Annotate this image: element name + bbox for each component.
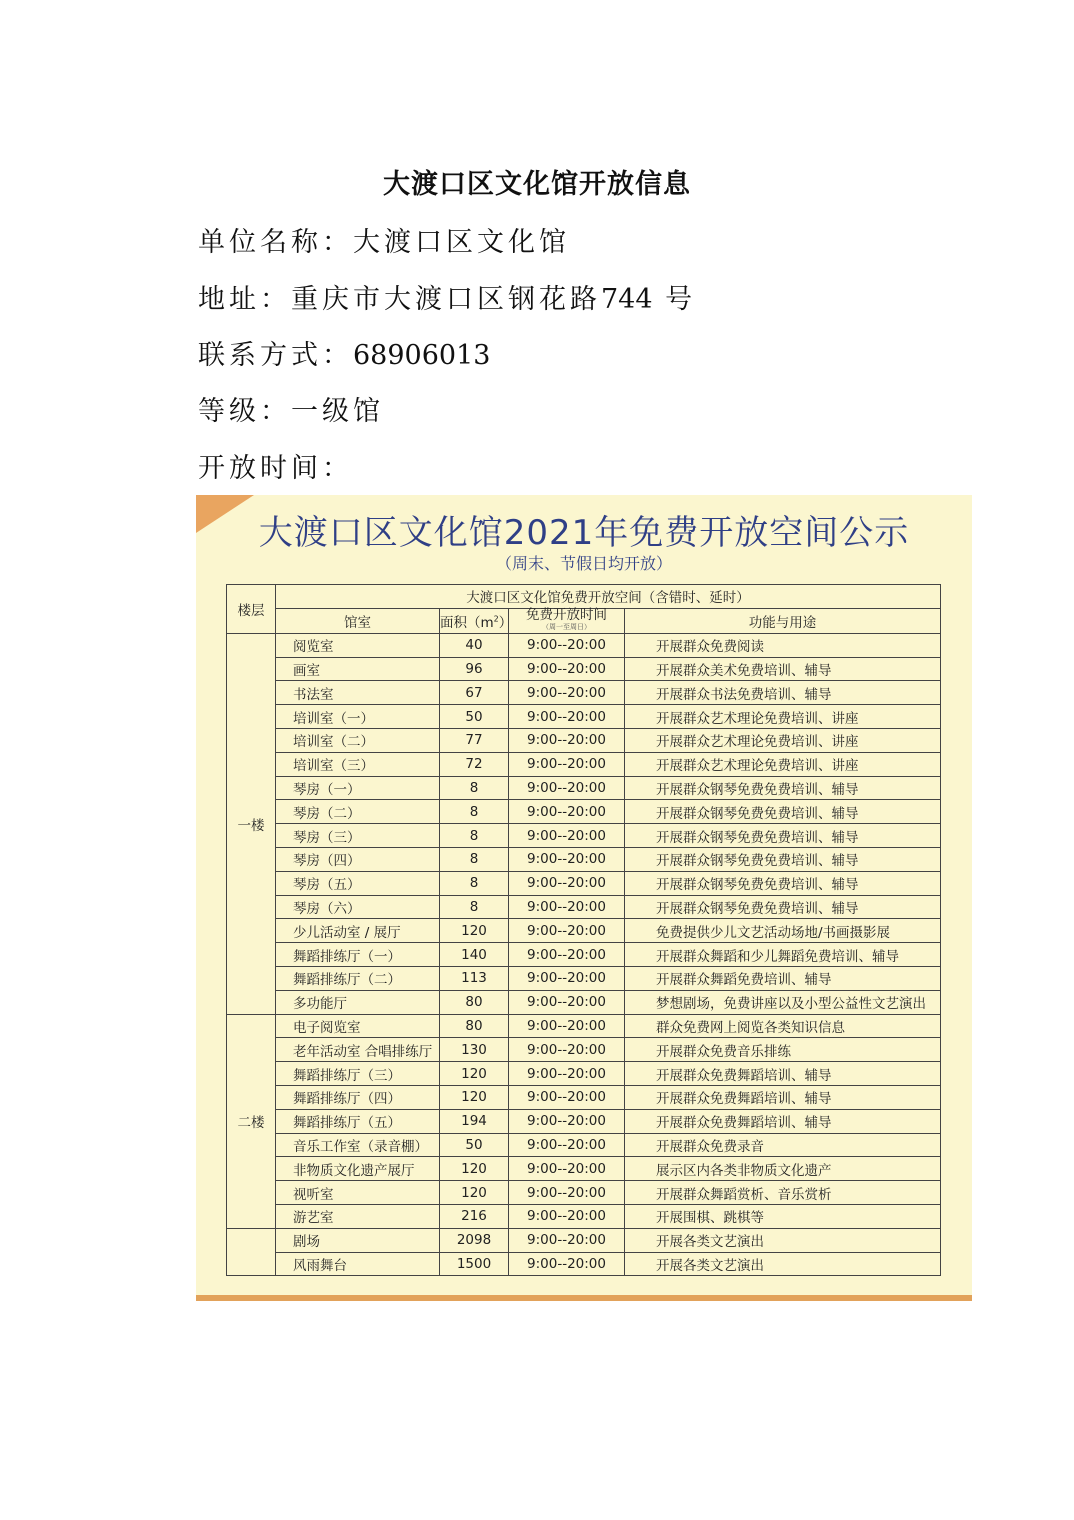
- hours-line: [198, 446, 353, 485]
- room-name: 多功能厅: [276, 990, 440, 1014]
- room-function: 开展群众免费舞蹈培训、辅导: [625, 1109, 941, 1133]
- room-function: 开展群众艺术理论免费培训、讲座: [625, 752, 941, 776]
- open-time: 9:00--20:00: [509, 776, 625, 800]
- table-row: [227, 1014, 941, 1038]
- open-time: 9:00--20:00: [509, 1204, 625, 1228]
- room-area: 40: [440, 633, 509, 657]
- room-name: 非物质文化遗产展厅: [276, 1157, 440, 1181]
- table-row: [227, 1252, 941, 1276]
- room-header: 馆室: [276, 608, 440, 633]
- address-line: [198, 277, 696, 316]
- open-time: 9:00--20:00: [509, 966, 625, 990]
- open-time: 9:00--20:00: [509, 990, 625, 1014]
- open-time: 9:00--20:00: [509, 800, 625, 824]
- unit-name-label: 单位名称：: [198, 227, 353, 258]
- open-time: 9:00--20:00: [509, 824, 625, 848]
- contact-value: 68906013: [353, 340, 491, 371]
- room-function: 开展群众艺术理论免费培训、讲座: [625, 705, 941, 729]
- room-name: 舞蹈排练厅（一）: [276, 943, 440, 967]
- room-area: 120: [440, 1085, 509, 1109]
- room-area: 120: [440, 1157, 509, 1181]
- room-function: 开展群众钢琴免费免费培训、辅导: [625, 847, 941, 871]
- table-row: [227, 728, 941, 752]
- time-header-note: （周一至周日）: [542, 622, 591, 631]
- level-value: 一级馆: [291, 396, 384, 427]
- room-area: 77: [440, 728, 509, 752]
- table-row: [227, 1204, 941, 1228]
- room-name: 舞蹈排练厅（三）: [276, 1062, 440, 1086]
- room-area: 72: [440, 752, 509, 776]
- poster-subtitle: （周末、节假日均开放）: [495, 554, 672, 573]
- table-body: [227, 633, 941, 1276]
- open-time: 9:00--20:00: [509, 847, 625, 871]
- room-name: 培训室（三）: [276, 752, 440, 776]
- group-header: 大渡口区文化馆免费开放空间（含错时、延时）: [276, 585, 941, 609]
- room-name: 琴房（四）: [276, 847, 440, 871]
- room-name: 画室: [276, 657, 440, 681]
- table-row: [227, 1062, 941, 1086]
- table-row: [227, 633, 941, 657]
- room-area: 130: [440, 1038, 509, 1062]
- floor-label: 一楼: [227, 633, 276, 1014]
- room-area: 8: [440, 871, 509, 895]
- open-time: 9:00--20:00: [509, 1252, 625, 1276]
- hours-label: 开放时间：: [198, 453, 353, 484]
- table-row: [227, 681, 941, 705]
- room-area: 50: [440, 705, 509, 729]
- room-function: 开展群众书法免费培训、辅导: [625, 681, 941, 705]
- table-row: [227, 1109, 941, 1133]
- open-time: 9:00--20:00: [509, 895, 625, 919]
- table-row: [227, 966, 941, 990]
- table-row: [227, 1038, 941, 1062]
- room-area: 120: [440, 1181, 509, 1205]
- room-name: 舞蹈排练厅（五）: [276, 1109, 440, 1133]
- room-area: 96: [440, 657, 509, 681]
- room-name: 电子阅览室: [276, 1014, 440, 1038]
- room-name: 少儿活动室 / 展厅: [276, 919, 440, 943]
- room-area: 194: [440, 1109, 509, 1133]
- table-row: [227, 990, 941, 1014]
- room-function: 免费提供少儿文艺活动场地/书画摄影展: [625, 919, 941, 943]
- room-function: 开展群众钢琴免费免费培训、辅导: [625, 871, 941, 895]
- room-function: 开展群众钢琴免费免费培训、辅导: [625, 895, 941, 919]
- room-area: 2098: [440, 1228, 509, 1252]
- room-area: 120: [440, 1062, 509, 1086]
- contact-label: 联系方式：: [198, 340, 353, 371]
- open-time: 9:00--20:00: [509, 1038, 625, 1062]
- room-area: 140: [440, 943, 509, 967]
- room-function: 开展群众免费舞蹈培训、辅导: [625, 1085, 941, 1109]
- open-time: 9:00--20:00: [509, 752, 625, 776]
- room-name: 阅览室: [276, 633, 440, 657]
- room-area: 8: [440, 824, 509, 848]
- table-row: [227, 919, 941, 943]
- table-row: [227, 657, 941, 681]
- room-name: 剧场: [276, 1228, 440, 1252]
- room-function: 开展群众舞蹈免费培训、辅导: [625, 966, 941, 990]
- poster-title: 大渡口区文化馆2021年免费开放空间公示: [258, 513, 910, 553]
- table-row: [227, 824, 941, 848]
- table-row: [227, 752, 941, 776]
- table-row: [227, 847, 941, 871]
- room-area: 80: [440, 1014, 509, 1038]
- room-function: 开展群众艺术理论免费培训、讲座: [625, 728, 941, 752]
- level-line: [198, 389, 384, 428]
- room-function: 开展围棋、跳棋等: [625, 1204, 941, 1228]
- time-header: 免费开放时间 （周一至周日）: [509, 608, 625, 633]
- open-time: 9:00--20:00: [509, 1109, 625, 1133]
- table-row: [227, 800, 941, 824]
- room-name: 音乐工作室（录音棚）: [276, 1133, 440, 1157]
- address-value: 重庆市大渡口区钢花路: [291, 284, 601, 315]
- address-suffix: 号: [665, 284, 697, 315]
- open-time: 9:00--20:00: [509, 705, 625, 729]
- address-number: 744: [601, 284, 653, 315]
- room-function: 开展群众美术免费培训、辅导: [625, 657, 941, 681]
- room-function: 开展群众钢琴免费免费培训、辅导: [625, 800, 941, 824]
- room-area: 8: [440, 847, 509, 871]
- room-function: 开展群众免费阅读: [625, 633, 941, 657]
- room-name: 风雨舞台: [276, 1252, 440, 1276]
- room-name: 舞蹈排练厅（四）: [276, 1085, 440, 1109]
- room-function: 群众免费网上阅览各类知识信息: [625, 1014, 941, 1038]
- room-name: 舞蹈排练厅（二）: [276, 966, 440, 990]
- room-area: 1500: [440, 1252, 509, 1276]
- room-area: 113: [440, 966, 509, 990]
- room-name: 琴房（一）: [276, 776, 440, 800]
- address-label: 地址：: [198, 284, 291, 315]
- open-time: 9:00--20:00: [509, 1181, 625, 1205]
- room-area: 50: [440, 1133, 509, 1157]
- table-row: [227, 871, 941, 895]
- floor-header: 楼层: [227, 585, 276, 634]
- room-name: 视听室: [276, 1181, 440, 1205]
- open-time: 9:00--20:00: [509, 681, 625, 705]
- open-time: 9:00--20:00: [509, 1085, 625, 1109]
- room-function: 开展群众舞蹈和少儿舞蹈免费培训、辅导: [625, 943, 941, 967]
- room-area: 120: [440, 919, 509, 943]
- room-function: 梦想剧场，免费讲座以及小型公益性文艺演出: [625, 990, 941, 1014]
- contact-line: [198, 333, 490, 372]
- room-function: 开展群众钢琴免费免费培训、辅导: [625, 824, 941, 848]
- room-area: 216: [440, 1204, 509, 1228]
- room-area: 8: [440, 776, 509, 800]
- open-time: 9:00--20:00: [509, 728, 625, 752]
- room-function: 开展各类文艺演出: [625, 1228, 941, 1252]
- floor-label: 二楼: [227, 1014, 276, 1228]
- room-name: 琴房（三）: [276, 824, 440, 848]
- open-time: 9:00--20:00: [509, 1062, 625, 1086]
- table-row: [227, 776, 941, 800]
- room-name: 琴房（六）: [276, 895, 440, 919]
- room-area: 80: [440, 990, 509, 1014]
- table-row: [227, 705, 941, 729]
- floor-label: [227, 1228, 276, 1276]
- open-time: 9:00--20:00: [509, 1014, 625, 1038]
- unit-name-line: [198, 220, 570, 259]
- room-function: 开展群众免费录音: [625, 1133, 941, 1157]
- room-function: 展示区内各类非物质文化遗产: [625, 1157, 941, 1181]
- open-time: 9:00--20:00: [509, 1133, 625, 1157]
- open-time: 9:00--20:00: [509, 633, 625, 657]
- room-name: 书法室: [276, 681, 440, 705]
- room-function: 开展群众免费舞蹈培训、辅导: [625, 1062, 941, 1086]
- area-header: 面积$(m^2)$: [440, 608, 509, 633]
- room-function: 开展群众钢琴免费免费培训、辅导: [625, 776, 941, 800]
- table-row: [227, 1133, 941, 1157]
- open-time: 9:00--20:00: [509, 1157, 625, 1181]
- room-function: 开展各类文艺演出: [625, 1252, 941, 1276]
- open-time: 9:00--20:00: [509, 871, 625, 895]
- room-name: 培训室（二）: [276, 728, 440, 752]
- page-title: 大渡口区文化馆开放信息: [383, 169, 691, 200]
- table-row: [227, 895, 941, 919]
- room-name: 培训室（一）: [276, 705, 440, 729]
- room-function: 开展群众舞蹈赏析、音乐赏析: [625, 1181, 941, 1205]
- table-row: [227, 943, 941, 967]
- function-header: 功能与用途: [625, 608, 941, 633]
- room-name: 琴房（二）: [276, 800, 440, 824]
- table-row: [227, 1085, 941, 1109]
- table-row: [227, 1157, 941, 1181]
- room-name: 琴房（五）: [276, 871, 440, 895]
- room-function: 开展群众免费音乐排练: [625, 1038, 941, 1062]
- open-time: 9:00--20:00: [509, 1228, 625, 1252]
- room-area: 8: [440, 800, 509, 824]
- room-area: 8: [440, 895, 509, 919]
- level-label: 等级：: [198, 396, 291, 427]
- unit-name-value: 大渡口区文化馆: [353, 227, 570, 258]
- room-name: 老年活动室 合唱排练厅: [276, 1038, 440, 1062]
- room-area: 67: [440, 681, 509, 705]
- space-table: [226, 584, 941, 1276]
- open-time: 9:00--20:00: [509, 919, 625, 943]
- schedule-poster: [196, 495, 972, 1301]
- poster-bottom-bar: [196, 1295, 972, 1301]
- table-row: [227, 1181, 941, 1205]
- open-time: 9:00--20:00: [509, 657, 625, 681]
- table-row: [227, 1228, 941, 1252]
- room-name: 游艺室: [276, 1204, 440, 1228]
- open-time: 9:00--20:00: [509, 943, 625, 967]
